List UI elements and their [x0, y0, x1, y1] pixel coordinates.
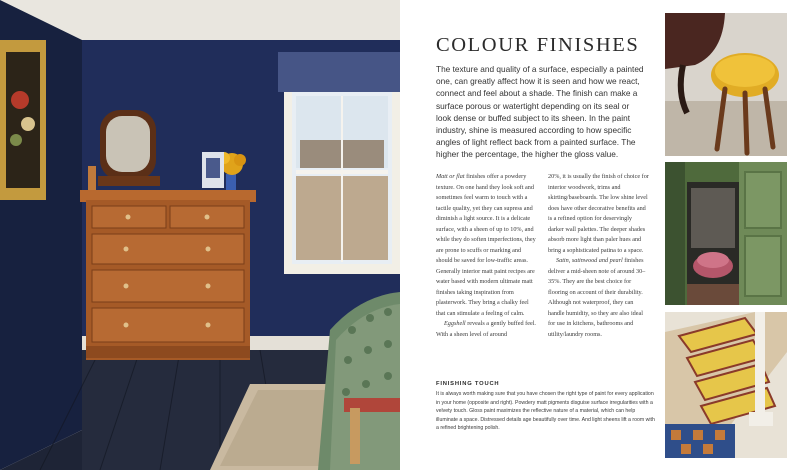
lead-paragraph: The texture and quality of a surface, especially a painted one, can greatly affect how it is seen and how we react, connect and feel about a shade. The finish can make a surface porous or watertight depending on its seal or look dense or buffed subject to its sheen. In the paint industry, shine is measured according to how specific angles of light reflect back from a painted surface. The higher the percentage, the higher the gloss value.	[436, 64, 644, 160]
term-satin: Satin, satinwood and pearl	[556, 257, 623, 264]
staircase-illustration	[665, 312, 787, 458]
body-column-2	[548, 172, 649, 340]
staircase-photo	[665, 312, 787, 458]
article-text	[436, 0, 654, 470]
body-columns	[436, 172, 654, 362]
paragraph-eggshell-continued: 20%, it is usually the finish of choice for interior woodwork, trims and skirting/baseboards. The low shine level does have other decorative benefits and is a refined option for deservingly darker wall palettes. The deeper shades absorb more light than paler hues and bring a sophisticated patina to a space.	[548, 173, 649, 254]
paragraph-satin-text: finishes deliver a mid-sheen note of around 30–35%. They are the best choice for flooring on account of their durability. Although not waterproof, they can handle humidity, so they are also ideal for use in kitchens, bathrooms and utility/laundry rooms.	[548, 257, 646, 338]
paragraph-satin	[548, 256, 649, 340]
finishing-touch-text: It is always worth making sure that you have chosen the right type of paint for every application in your home (opposite and right). Powdery matt pigments disguise surface irregularities with a velvety touch. Gloss paint maximizes the reflective nature of a material, which can help illuminate a space. Distressed details age beautifully over time. And light sheens lift a room with a refined brightening polish.	[436, 391, 655, 432]
paragraph-eggshell-text: reveals a gently buffed feel. With a sheen level of around	[436, 320, 536, 338]
green-doorway-photo	[665, 162, 787, 305]
finishing-touch-title: FINISHING TOUCH	[436, 381, 500, 387]
page-title: COLOUR FINISHES	[436, 34, 640, 56]
term-eggshell: Eggshell	[444, 320, 466, 327]
stool-illustration	[665, 13, 787, 156]
stool-photo	[665, 13, 787, 156]
paragraph-matt	[436, 172, 537, 319]
doorway-illustration	[665, 162, 787, 305]
term-matt: Matt or flat	[436, 173, 465, 180]
body-column-1	[436, 172, 537, 340]
paragraph-matt-text: finishes offer a powdery texture. On one hand they look soft and sometimes feel warm to touch with a tactile quality, yet they can supress and diminish a light source. It is a delicate surface, with a sheen of up to 10%, and while they do soften imperfections, they are prone to scuffs or marking and should be saved for low-traffic areas. Generally interior matt paint recipes are water based with modern ultimate matt finishes taking inspiration from plasterwork. They bring a chalky feel that can stimulate a feeling of calm.	[436, 173, 536, 317]
paragraph-eggshell	[436, 319, 537, 340]
